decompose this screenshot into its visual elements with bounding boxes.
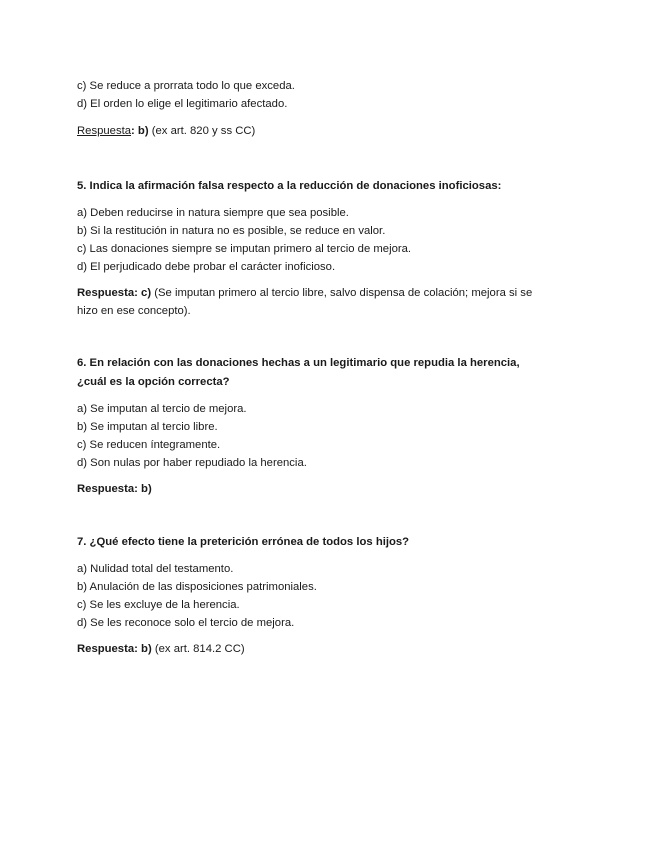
answer-letter: b) [141, 482, 152, 495]
question-title: 5. Indica la afirmación falsa respecto a la reducción de donaciones inoficiosas: [77, 179, 502, 192]
question-5 [77, 177, 587, 320]
question-title-line-1: 6. En relación con las donaciones hechas a un legitimario que repudia la herencia, [77, 356, 520, 369]
answer-letter: b) [141, 643, 152, 655]
answer-colon: : [131, 125, 135, 137]
option-a: a) Nulidad total del testamento. [77, 563, 234, 575]
option-d: d) Se les reconoce solo el tercio de mejora. [77, 617, 295, 629]
answer-line [77, 640, 587, 659]
options-list [77, 204, 587, 276]
question-title [77, 354, 587, 392]
answer-label: Respuesta: [77, 286, 138, 299]
answer-letter: b) [137, 125, 149, 137]
option-b: b) Anulación de las disposiciones patrimoniales. [77, 581, 317, 593]
option-c: c) Se reducen íntegramente. [77, 438, 221, 451]
answer-label: Respuesta: [77, 643, 138, 655]
previous-question-tail [77, 77, 587, 141]
question-title-line-2: ¿cuál es la opción correcta? [77, 375, 230, 388]
answer-note: (ex art. 820 y ss CC) [151, 125, 256, 137]
option-d: d) El perjudicado debe probar el carácter inoficioso. [77, 260, 336, 273]
answer-note: (Se imputan primero al tercio libre, salvo dispensa de colación; mejora si se [154, 286, 533, 299]
document-page [77, 77, 587, 659]
option-d: d) El orden lo elige el legitimario afectado. [77, 98, 288, 110]
answer-block [77, 284, 587, 320]
question-7 [77, 533, 587, 659]
answer-label: Respuesta [77, 125, 132, 137]
option-a: a) Se imputan al tercio de mejora. [77, 402, 247, 415]
answer-line [77, 480, 587, 499]
answer-line [77, 122, 587, 141]
options-list [77, 560, 587, 632]
option-c: c) Las donaciones siempre se imputan primero al tercio de mejora. [77, 242, 412, 255]
option-a: a) Deben reducirse in natura siempre que sea posible. [77, 206, 349, 219]
answer-letter: c) [141, 286, 152, 299]
option-d: d) Son nulas por haber repudiado la herencia. [77, 456, 307, 469]
option-b: b) Si la restitución in natura no es posible, se reduce en valor. [77, 224, 386, 237]
options-list [77, 400, 587, 472]
option-b: b) Se imputan al tercio libre. [77, 420, 218, 433]
question-6 [77, 354, 587, 499]
option-c: c) Se reduce a prorrata todo lo que exceda. [77, 80, 295, 92]
answer-note-continued: hizo en ese concepto). [77, 304, 191, 317]
answer-note: (ex art. 814.2 CC) [154, 643, 245, 655]
answer-label: Respuesta: [77, 482, 138, 495]
option-c: c) Se les excluye de la herencia. [77, 599, 240, 611]
question-title: 7. ¿Qué efecto tiene la preterición errónea de todos los hijos? [77, 536, 410, 548]
